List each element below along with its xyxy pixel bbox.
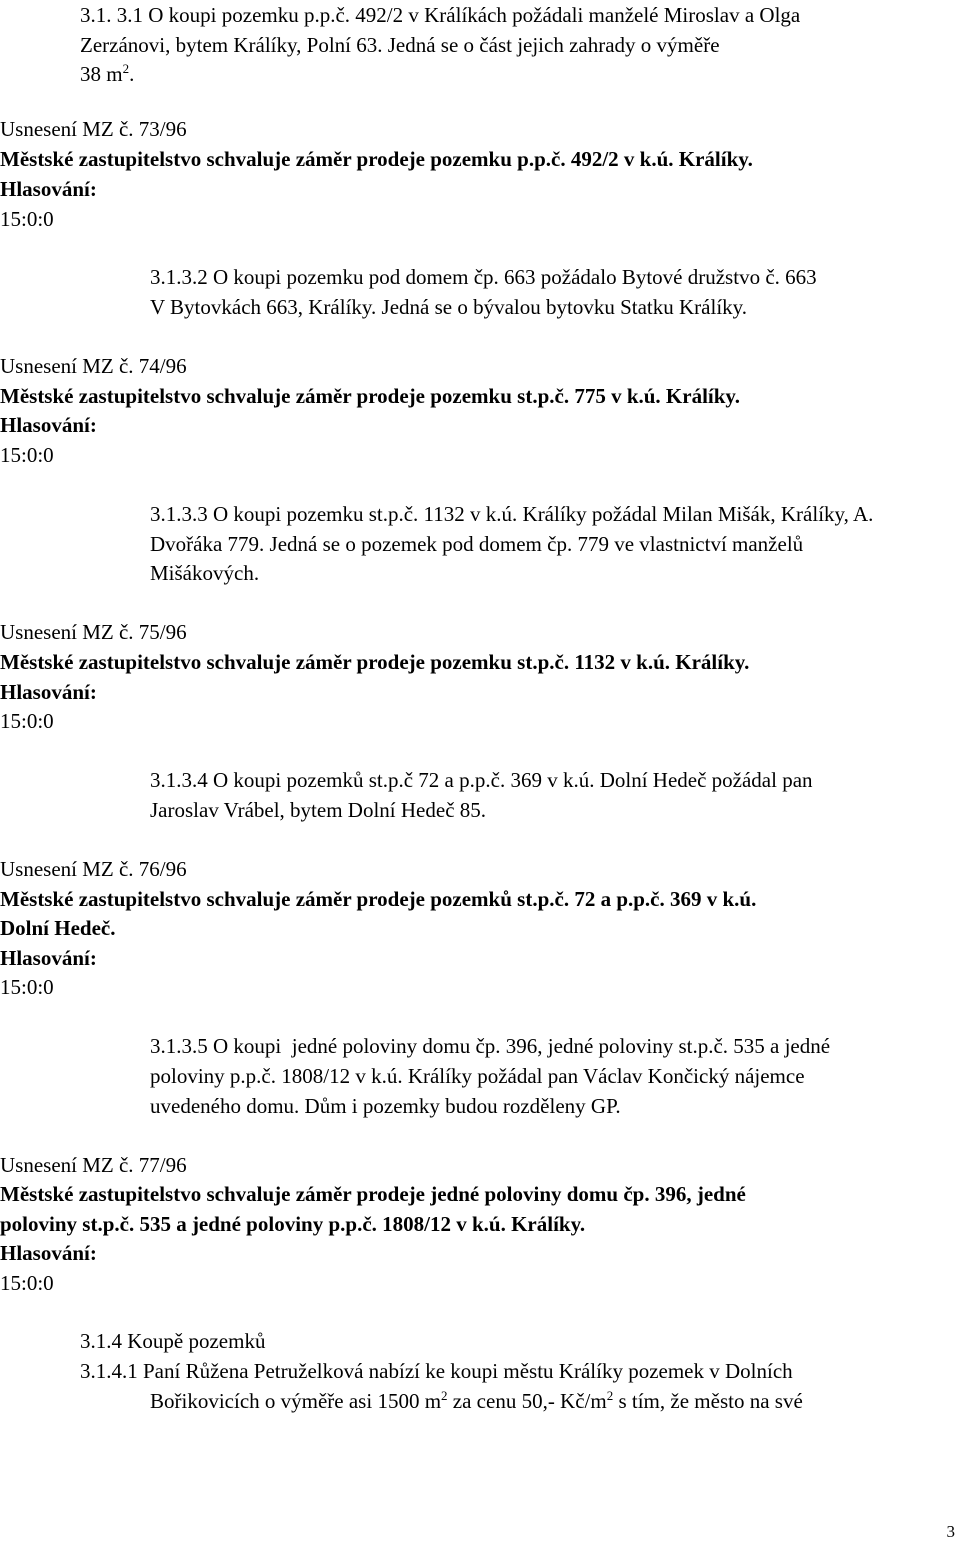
paragraph-3-1-3-4-line1: 3.1.3.4 O koupi pozemků st.p.č 72 a p.p.č. 369 v k.ú. Dolní Hedeč požádal pan [150, 768, 813, 792]
vote-label: Hlasování: [0, 680, 97, 704]
section-heading: 3.1.4 Koupě pozemků [80, 1329, 266, 1353]
superscript: 2 [441, 1388, 448, 1403]
resolution-decision-line1: Městské zastupitelstvo schvaluje záměr prodeje jedné poloviny domu čp. 396, jedné [0, 1182, 746, 1206]
paragraph-3-1-3-1-line2: Zerzánovi, bytem Králíky, Polní 63. Jedná se o část jejich zahrady o výměře [80, 33, 720, 57]
vote-label: Hlasování: [0, 1241, 97, 1265]
paragraph-3-1-3-2-line2: V Bytovkách 663, Králíky. Jedná se o bývalou bytovku Statku Králíky. [150, 295, 748, 319]
vote-result: 15:0:0 [0, 207, 54, 231]
paragraph-3-1-4-1-line2 [150, 1386, 803, 1416]
resolution-decision-line2: poloviny st.p.č. 535 a jedné poloviny p.p.č. 1808/12 v k.ú. Králíky. [0, 1212, 586, 1236]
vote-label: Hlasování: [0, 946, 97, 970]
paragraph-3-1-3-3-line3: Mišákových. [150, 561, 260, 585]
page-number: 3 [946, 1522, 955, 1541]
superscript: 2 [122, 61, 130, 76]
area-value: 38 m [80, 62, 123, 86]
period: . [129, 62, 135, 86]
resolution-number: Usnesení MZ č. 73/96 [0, 117, 187, 141]
vote-result: 15:0:0 [0, 709, 54, 733]
paragraph-3-1-3-2-line1: 3.1.3.2 O koupi pozemku pod domem čp. 663 požádalo Bytové družstvo č. 663 [150, 265, 817, 289]
paragraph-3-1-3-5-line2: poloviny p.p.č. 1808/12 v k.ú. Králíky požádal pan Václav Končický nájemce [150, 1064, 805, 1088]
vote-result: 15:0:0 [0, 443, 54, 467]
resolution-decision-line2: Dolní Hedeč. [0, 916, 116, 940]
resolution-number: Usnesení MZ č. 74/96 [0, 354, 187, 378]
text-segment: s tím, že město na své [613, 1389, 803, 1413]
vote-result: 15:0:0 [0, 1271, 54, 1295]
vote-label: Hlasování: [0, 177, 97, 201]
superscript: 2 [606, 1388, 614, 1403]
resolution-decision-line1: Městské zastupitelstvo schvaluje záměr prodeje pozemků st.p.č. 72 a p.p.č. 369 v k.ú. [0, 887, 757, 911]
resolution-decision: Městské zastupitelstvo schvaluje záměr prodeje pozemku st.p.č. 1132 v k.ú. Králíky. [0, 650, 750, 674]
resolution-decision: Městské zastupitelstvo schvaluje záměr prodeje pozemku st.p.č. 775 v k.ú. Králíky. [0, 384, 741, 408]
paragraph-3-1-4-1-line1: 3.1.4.1 Paní Růžena Petruželková nabízí ke koupi městu Králíky pozemek v Dolních [80, 1359, 793, 1383]
paragraph-3-1-3-5-line1: 3.1.3.5 O koupi jedné poloviny domu čp. 396, jedné poloviny st.p.č. 535 a jedné [150, 1034, 831, 1058]
resolution-number: Usnesení MZ č. 75/96 [0, 620, 187, 644]
resolution-decision: Městské zastupitelstvo schvaluje záměr prodeje pozemku p.p.č. 492/2 v k.ú. Králíky. [0, 147, 753, 171]
paragraph-3-1-3-1-line1: 3.1. 3.1 O koupi pozemku p.p.č. 492/2 v Králíkách požádali manželé Miroslav a Olga [80, 3, 801, 27]
paragraph-3-1-3-5-line3: uvedeného domu. Dům i pozemky budou rozděleny GP. [150, 1094, 621, 1118]
paragraph-3-1-3-4-line2: Jaroslav Vrábel, bytem Dolní Hedeč 85. [150, 798, 487, 822]
vote-result: 15:0:0 [0, 975, 54, 999]
text-segment: Bořikovicích o výměře asi 1500 m [150, 1389, 442, 1413]
resolution-number: Usnesení MZ č. 76/96 [0, 857, 187, 881]
paragraph-3-1-3-3-line2: Dvořáka 779. Jedná se o pozemek pod domem čp. 779 ve vlastnictví manželů [150, 532, 804, 556]
resolution-number: Usnesení MZ č. 77/96 [0, 1153, 187, 1177]
paragraph-3-1-3-3-line1: 3.1.3.3 O koupi pozemku st.p.č. 1132 v k.ú. Králíky požádal Milan Mišák, Králíky, A. [150, 502, 874, 526]
vote-label: Hlasování: [0, 413, 97, 437]
text-segment: za cenu 50,- Kč/m [447, 1389, 607, 1413]
paragraph-3-1-3-1-line3 [80, 59, 134, 89]
